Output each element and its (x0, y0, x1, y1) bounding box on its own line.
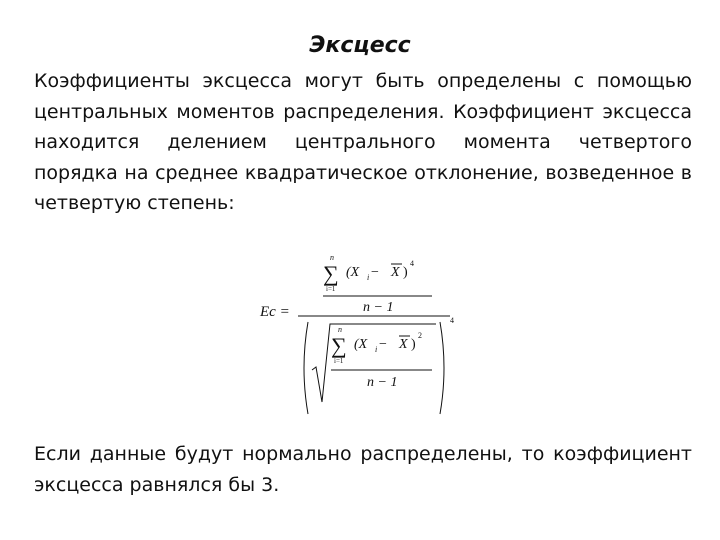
intro-paragraph: Коэффициенты эксцесса могут быть определены с помощью центральных моментов распределения. Коэффициент эксцесса находится делением центрального момента четвертого порядка на среднее квадратическое отклонение, возведенное в четвертую степень: (34, 70, 692, 214)
sum-lower-limit: i=1 (326, 285, 336, 293)
sum-lower-limit-2: i=1 (334, 357, 344, 365)
inner-denominator: n − 1 (367, 375, 398, 390)
numerator-denominator: n − 1 (363, 300, 394, 315)
outer-right-paren (440, 322, 444, 414)
sum-upper-limit: n (330, 253, 334, 262)
sum-symbol: ∑ (323, 261, 339, 286)
term-minus-2: − (379, 337, 387, 352)
numerator-power: 4 (410, 259, 414, 268)
outer-power: 4 (450, 316, 454, 325)
slide-title: Эксцесс (309, 33, 411, 58)
inner-power: 2 (418, 331, 422, 340)
term-minus: − (371, 265, 379, 280)
conclusion-paragraph: Если данные будут нормально распределены, то коэффициент эксцесса равнялся бы 3. (34, 443, 692, 496)
xbar-2: X (399, 337, 408, 352)
term-subscript-2: i (375, 345, 378, 354)
term-close: ) (403, 265, 408, 280)
sum-upper-limit-2: n (338, 325, 342, 334)
kurtosis-formula (250, 250, 470, 420)
outer-left-paren (304, 322, 308, 414)
sum-symbol-2: ∑ (331, 333, 347, 358)
term-close-2: ) (411, 337, 416, 352)
term-subscript: i (367, 273, 370, 282)
xbar: X (391, 265, 400, 280)
formula-lhs: Ec = (260, 304, 290, 320)
term-open-2: (X (354, 337, 368, 352)
formula-graphic (250, 250, 470, 420)
term-open: (X (346, 265, 360, 280)
